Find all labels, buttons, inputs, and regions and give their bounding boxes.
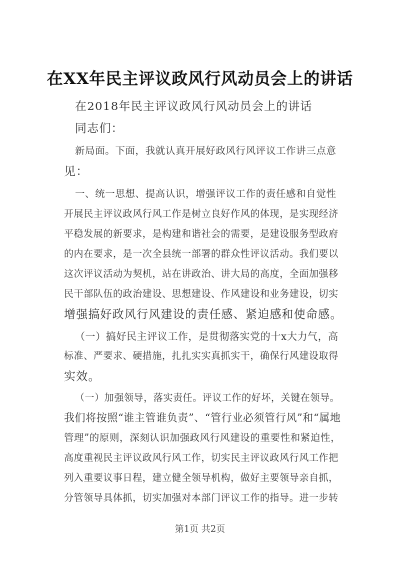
body-line: 高度重视民主评议政风行风工作，切实民主评议政风行风工作把 — [64, 453, 339, 464]
body-line: 标准、严要求、硬措施，扎扎实实真抓实干，确保行风建设取得 — [64, 351, 339, 362]
body-line: 开展民主评议政风行风工作是树立良好作风的体现，是实现经济 — [64, 209, 339, 220]
greeting-line: 同志们： — [75, 121, 124, 135]
body-line: 实效。 — [64, 369, 101, 383]
body-line: 列入重要议事日程，建立健全领导机构，做好主要领导亲自抓， — [64, 473, 339, 484]
body-line: （一）加强领导，落实责任。评议工作的好坏，关键在领导。 — [75, 393, 340, 404]
body-line: 平稳发展的新要求，是构建和谐社会的需要，是建设服务型政府 — [64, 229, 339, 240]
body-line: 增强搞好政风行风建设的责任感、紧迫感和使命感。 — [64, 307, 343, 321]
body-line: 管理”的原则，深刻认识加强政风行风建设的重要性和紧迫性， — [64, 433, 341, 444]
subtitle-line: 在2018年民主评议政风行风动员会上的讲话 — [75, 99, 313, 113]
body-line: 新局面。下面，我就认真开展好政风行风评议工作讲三点意 — [75, 146, 337, 157]
body-line: 我们将按照“谁主管谁负责”、“管行业必须管行风”和“属地 — [64, 412, 341, 424]
body-line: 这次评议活动为契机，站在讲政治、讲大局的高度，全面加强移 — [64, 269, 339, 280]
body-line: 分管领导具体抓，切实加强对本部门评议工作的指导。进一步转 — [64, 493, 339, 504]
section-heading-line: 一、统一思想、提高认识，增强评议工作的责任感和自觉性 — [75, 189, 337, 200]
body-line: （一）搞好民主评议工作，是贯彻落实党的十x大力气，高 — [75, 332, 339, 343]
body-line: 见： — [64, 164, 89, 178]
body-line: 的内在要求，是一次全县统一部署的群众性评议活动。我们要以 — [64, 249, 339, 260]
document-title: 在XX年民主评议政风行风动员会上的讲话 — [46, 69, 354, 88]
page-footer: 第1页 共2页 — [174, 525, 226, 535]
body-line: 民干部队伍的政治建设、思想建设、作风建设和业务建设，切实 — [64, 289, 339, 300]
